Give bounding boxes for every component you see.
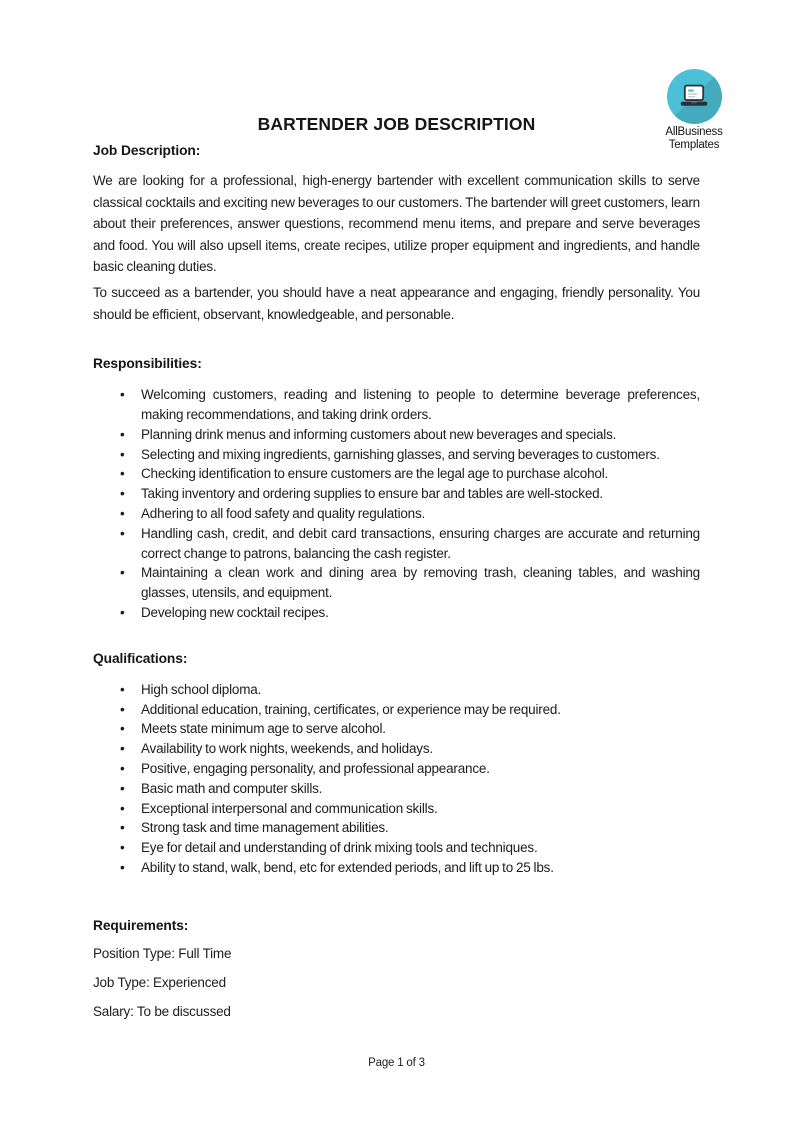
job-description-heading: Job Description:: [93, 143, 201, 158]
list-item: • Handling cash, credit, and debit card transactions, ensuring charges are accurate and returning correct change to patrons, balancing the cash register.: [141, 524, 700, 564]
logo-wordmark-line1: AllBusiness: [665, 126, 723, 138]
list-item: • Additional education, training, certificates, or experience may be required.: [141, 700, 700, 720]
qualifications-heading: Qualifications:: [93, 650, 188, 666]
list-item: • Exceptional interpersonal and communication skills.: [141, 799, 700, 819]
list-item: • Checking identification to ensure customers are the legal age to purchase alcohol.: [141, 464, 700, 484]
list-item: • Welcoming customers, reading and listening to people to determine beverage preferences, making recommendations, and taking drink orders.: [141, 385, 700, 425]
list-item: • Developing new cocktail recipes.: [141, 603, 700, 623]
laptop-icon: [677, 84, 711, 110]
allbusiness-templates-logo: [652, 69, 736, 152]
requirement-job-type: Job Type: Experienced: [93, 974, 226, 990]
qualifications-list: [93, 680, 700, 878]
logo-circle: [667, 69, 722, 124]
logo-wordmark: [652, 126, 736, 152]
list-item: • Maintaining a clean work and dining area by removing trash, cleaning tables, and washing glasses, utensils, and equipment.: [141, 563, 700, 603]
list-item: • Basic math and computer skills.: [141, 779, 700, 799]
list-item: • Planning drink menus and informing customers about new beverages and specials.: [141, 425, 700, 445]
requirement-salary: Salary: To be discussed: [93, 1003, 231, 1019]
requirements-heading: Requirements:: [93, 917, 189, 933]
page-number-footer: Page 1 of 3: [368, 1057, 425, 1069]
list-item: • Selecting and mixing ingredients, garnishing glasses, and serving beverages to customers.: [141, 445, 700, 465]
list-item: • Meets state minimum age to serve alcohol.: [141, 719, 700, 739]
requirement-position-type: Position Type: Full Time: [93, 945, 232, 961]
job-description-paragraph-1: We are looking for a professional, high-energy bartender with excellent communication skills to serve classical cocktails and exciting new beverages to our customers. The bartender will greet customers, learn about their preferences, answer questions, recommend menu items, and prepare and serve beverages and food. You will also upsell items, create recipes, utilize proper equipment and ingredients, and handle basic cleaning duties.: [93, 173, 700, 275]
list-item: • Positive, engaging personality, and professional appearance.: [141, 759, 700, 779]
list-item: • Ability to stand, walk, bend, etc for extended periods, and lift up to 25 lbs.: [141, 858, 700, 878]
list-item: • Eye for detail and understanding of drink mixing tools and techniques.: [141, 838, 700, 858]
responsibilities-list: [93, 385, 700, 623]
list-item: • High school diploma.: [141, 680, 700, 700]
list-item: • Availability to work nights, weekends, and holidays.: [141, 739, 700, 759]
list-item: • Taking inventory and ordering supplies to ensure bar and tables are well-stocked.: [141, 484, 700, 504]
job-description-paragraph-2: To succeed as a bartender, you should have a neat appearance and engaging, friendly personality. You should be efficient, observant, knowledgeable, and personable.: [93, 284, 700, 322]
logo-wordmark-line2: Templates: [668, 139, 720, 151]
responsibilities-heading: Responsibilities:: [93, 356, 202, 372]
list-item: • Strong task and time management abilities.: [141, 818, 700, 838]
list-item: • Adhering to all food safety and quality regulations.: [141, 504, 700, 524]
page-title: BARTENDER JOB DESCRIPTION: [257, 114, 536, 134]
